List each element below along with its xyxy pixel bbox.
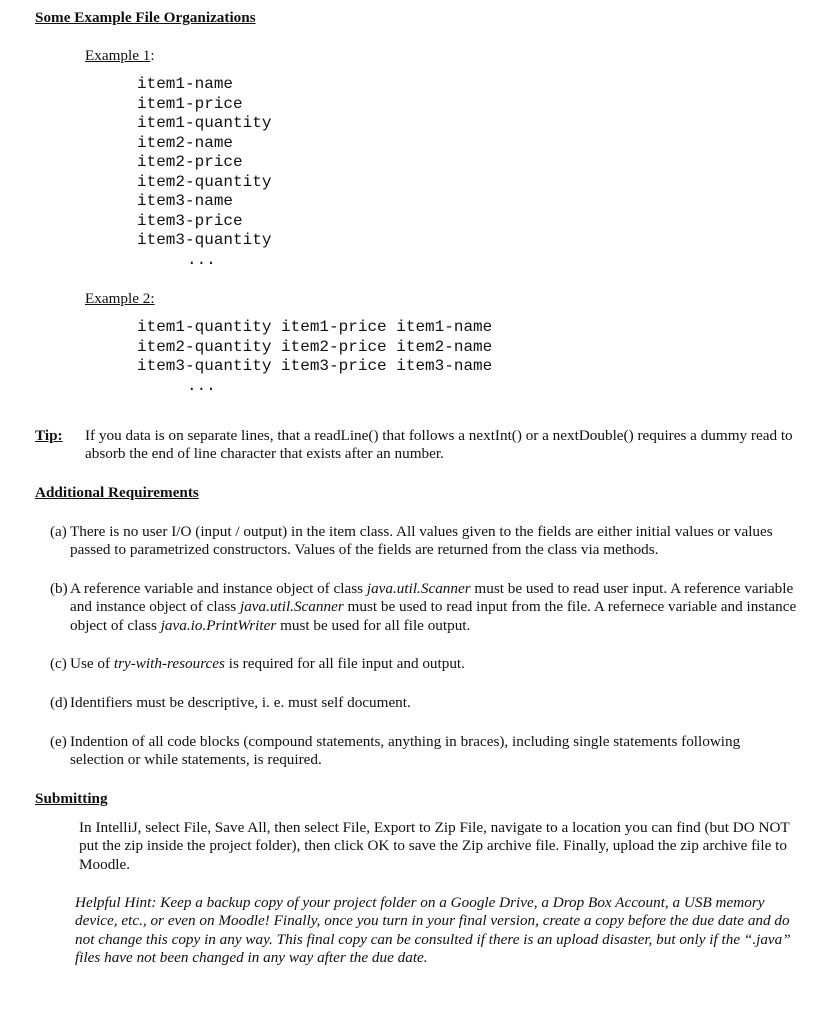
- requirement-label: (a): [50, 523, 67, 540]
- code-line: item3-name: [137, 192, 234, 210]
- example1-colon: :: [150, 47, 155, 64]
- text-run: Use of: [70, 655, 114, 672]
- tip-text: If you data is on separate lines, that a readLine() that follows a nextInt() or a nextDouble() requires a dummy read to absorb the end of line character that exists after an number.: [85, 427, 793, 463]
- requirement-label: (e): [50, 733, 67, 750]
- code-line: item2-quantity: [137, 172, 272, 191]
- text-run: must be used to read input from the file. A refernece variable and instance object of class: [70, 598, 797, 634]
- class-name-scanner: java.util.Scanner: [239, 598, 344, 616]
- text-run: A reference variable and instance object of class: [70, 580, 367, 597]
- section-heading-additional-requirements: Additional Requirements: [35, 484, 199, 501]
- requirement-e: [50, 733, 785, 770]
- text-run: must be used for all file output.: [276, 616, 471, 634]
- example2-code-block: [137, 318, 492, 396]
- code-line: item3-quantity item3-price item3-name: [137, 357, 493, 375]
- requirement-text: There is no user I/O (input / output) in the item class. All values given to the fields are either initial values or values passed to parametrized constructors. Values of the fields are returned from the class via methods.: [70, 523, 773, 559]
- requirement-text: [70, 580, 800, 635]
- text-run: must be used to read user input. A reference variable and instance object of class: [70, 580, 794, 616]
- try-with-resources-term: try-with-resources: [113, 655, 225, 672]
- section-heading-file-organizations: Some Example File Organizations: [35, 9, 256, 26]
- requirement-text: Identifiers must be descriptive, i. e. must self document.: [70, 694, 411, 711]
- submitting-instructions: In IntelliJ, select File, Save All, then select File, Export to Zip File, navigate to a location you can find (but DO NOT put the zip inside the project folder), then click OK to save the Zip archive file. Finally, upload the zip archive file to Moodle.: [79, 819, 790, 873]
- requirement-label: (b): [50, 580, 68, 597]
- class-name-scanner: java.util.Scanner: [366, 580, 471, 597]
- requirement-d: [50, 694, 800, 712]
- requirement-text: [70, 655, 800, 673]
- example2-label: Example 2:: [85, 290, 155, 307]
- code-ellipsis: ...: [187, 250, 216, 269]
- requirement-label: (c): [50, 655, 67, 672]
- class-name-printwriter: java.io.PrintWriter: [160, 616, 277, 634]
- requirement-a: [50, 523, 800, 560]
- helpful-hint: Helpful Hint: Keep a backup copy of your project folder on a Google Drive, a Drop Box Account, a USB memory device, etc., or even on Moodle! Finally, once you turn in your final version, create a copy before the due date and do not change this copy in any way. This final copy can be consulted if there is an upload disaster, but only if the “.java” files have not been changed in any way after the due date.: [75, 894, 791, 967]
- requirement-label: (d): [50, 694, 68, 711]
- code-line: item2-price: [137, 153, 243, 171]
- code-line: item1-price: [137, 94, 243, 113]
- code-line: item2-quantity item2-price item2-name: [137, 337, 493, 356]
- section-heading-submitting: Submitting: [35, 790, 108, 807]
- code-line: item1-quantity item1-price item1-name: [137, 318, 493, 336]
- code-line: item3-quantity: [137, 231, 272, 249]
- code-line: item1-name: [137, 75, 234, 93]
- code-ellipsis: ...: [187, 376, 216, 395]
- example1-label: [85, 47, 155, 65]
- requirement-c: [50, 655, 800, 673]
- requirement-text: Indention of all code blocks (compound statements, anything in braces), including single statements following selection or while statements, is required.: [70, 733, 741, 769]
- example1-code-block: [137, 75, 271, 270]
- tip-label: Tip:: [35, 427, 63, 444]
- requirement-b: [50, 580, 800, 635]
- code-line: item2-name: [137, 133, 234, 152]
- code-line: item3-price: [137, 211, 243, 230]
- code-line: item1-quantity: [137, 114, 272, 132]
- text-run: is required for all file input and output.: [224, 655, 465, 672]
- example1-label-text: Example 1: [85, 47, 151, 64]
